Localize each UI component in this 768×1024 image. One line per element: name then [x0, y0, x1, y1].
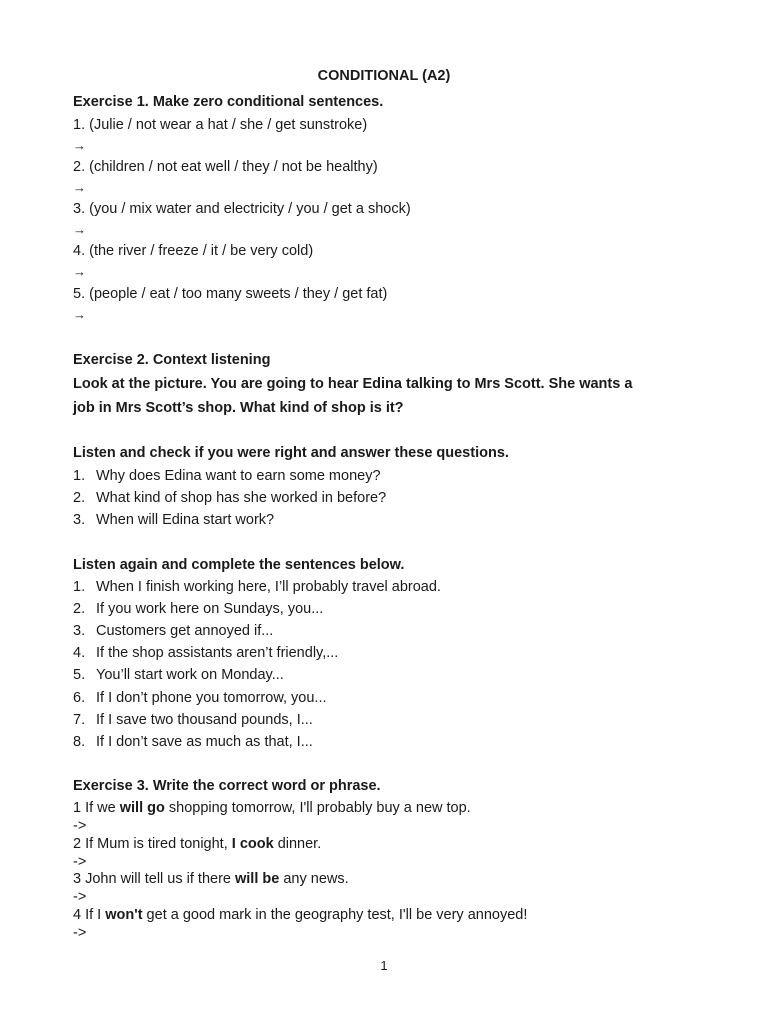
arrow-icon: → [73, 138, 86, 153]
exercise-1-item: 3. (you / mix water and electricity / you / get a shock) [73, 201, 411, 217]
exercise-2-heading: Exercise 2. Context listening [73, 352, 271, 368]
exercise-3-item: 2 If Mum is tired tonight, I cook dinner. [73, 836, 322, 852]
arrow-icon: → [73, 222, 86, 237]
answer-arrow: -> [73, 889, 87, 905]
exercise-1-item: 4. (the river / freeze / it / be very cold) [73, 243, 314, 259]
exercise-2-intro: job in Mrs Scott’s shop. What kind of shop is it? [73, 400, 404, 416]
answer-arrow: -> [73, 854, 87, 870]
exercise-1-heading: Exercise 1. Make zero conditional sentences. [73, 94, 384, 110]
listen-complete-heading: Listen again and complete the sentences below. [73, 557, 405, 573]
exercise-1-item: 5. (people / eat / too many sweets / they / get fat) [73, 286, 388, 302]
sentence-item: 1. When I finish working here, I’ll probably travel abroad. [73, 579, 441, 595]
sentence-item: 2. If you work here on Sundays, you... [73, 601, 324, 617]
answer-arrow: -> [73, 925, 87, 941]
arrow-icon: → [73, 180, 86, 195]
exercise-3-heading: Exercise 3. Write the correct word or phrase. [73, 778, 381, 794]
sentence-item: 4. If the shop assistants aren’t friendly,... [73, 645, 339, 661]
arrow-icon: → [73, 307, 86, 322]
exercise-1-item: 2. (children / not eat well / they / not be healthy) [73, 159, 378, 175]
exercise-2-intro: Look at the picture. You are going to hear Edina talking to Mrs Scott. She wants a [73, 376, 633, 392]
exercise-3-item: 3 John will tell us if there will be any news. [73, 871, 349, 887]
answer-arrow: -> [73, 818, 87, 834]
exercise-3-item: 4 If I won't get a good mark in the geography test, I'll be very annoyed! [73, 907, 528, 923]
sentence-item: 5. You’ll start work on Monday... [73, 667, 284, 683]
exercise-1-item: 1. (Julie / not wear a hat / she / get sunstroke) [73, 117, 368, 133]
sentence-item: 6. If I don’t phone you tomorrow, you... [73, 690, 327, 706]
arrow-icon: → [73, 264, 86, 279]
exercise-3-item: 1 If we will go shopping tomorrow, I'll probably buy a new top. [73, 800, 471, 816]
sentence-item: 7. If I save two thousand pounds, I... [73, 712, 313, 728]
page-number: 1 [380, 958, 388, 973]
question-item: 3. When will Edina start work? [73, 512, 275, 528]
question-item: 2. What kind of shop has she worked in before? [73, 490, 387, 506]
page-title: CONDITIONAL (A2) [317, 68, 451, 84]
sentence-item: 3. Customers get annoyed if... [73, 623, 274, 639]
listen-check-heading: Listen and check if you were right and answer these questions. [73, 445, 509, 461]
question-item: 1. Why does Edina want to earn some money? [73, 468, 381, 484]
sentence-item: 8. If I don’t save as much as that, I... [73, 734, 313, 750]
